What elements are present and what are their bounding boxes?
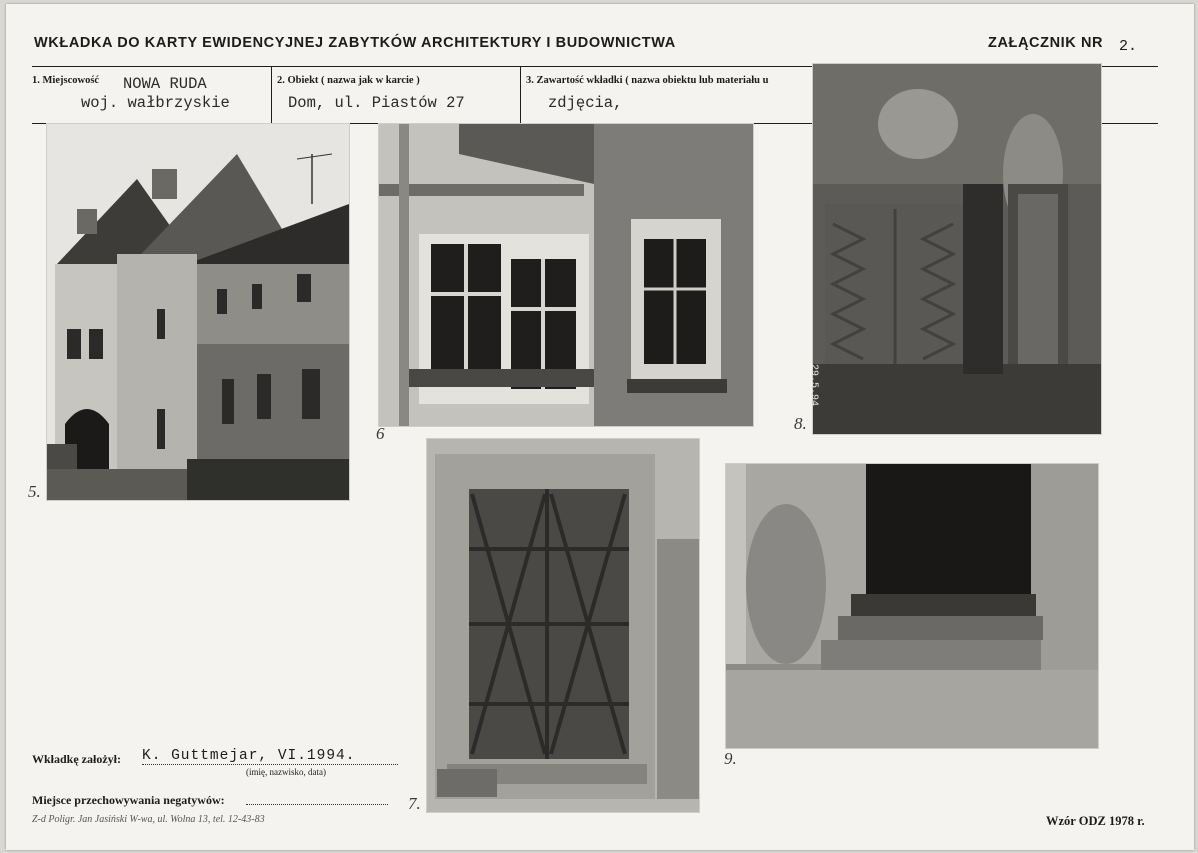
photo-interior-doors-image	[813, 64, 1101, 434]
photo-interior-doors	[808, 63, 1102, 435]
photo-street-view	[46, 123, 350, 501]
object-label	[277, 75, 420, 86]
photo-date-inscription: 29.5.94	[808, 364, 819, 407]
annex-label: ZAŁĄCZNIK NR	[988, 35, 1104, 51]
negatives-label: Miejsce przechowywania negatywów:	[32, 793, 225, 807]
photo-number-9: 9.	[724, 749, 737, 768]
content-label-main: 3. Zawartość wkładki	[526, 75, 623, 86]
photo-window-shutters-image	[427, 439, 699, 812]
photo-number-8: 8.	[794, 414, 807, 433]
photo-number-5: 5.	[28, 482, 41, 501]
printer-note: Z-d Poligr. Jan Jasiński W-wa, ul. Wolna 13, tel. 12-43-83	[32, 814, 265, 825]
template-label: Wzór ODZ 1978 r.	[1046, 814, 1145, 828]
photo-window-shutters	[426, 438, 700, 813]
field-divider-2	[520, 66, 521, 123]
object-value: Dom, ul. Piastów 27	[288, 94, 465, 112]
photo-number-6: 6	[376, 424, 385, 443]
founder-hint: (imię, nazwisko, data)	[246, 767, 326, 777]
card-title: WKŁADKA DO KARTY EWIDENCYJNEJ ZABYTKÓW ARCHITEKTURY I BUDOWNICTWA	[34, 35, 676, 51]
inventory-card-sheet	[6, 4, 1194, 850]
locality-label: 1. Miejscowość	[32, 75, 100, 86]
locality-value: NOWA RUDA	[123, 75, 207, 93]
voivodeship-value: woj. wałbrzyskie	[81, 94, 230, 112]
founder-value: K. Guttmejar, VI.1994.	[142, 748, 398, 765]
object-label-sub: ( nazwa jak w karcie )	[321, 75, 420, 86]
annex-number: 2.	[1119, 38, 1138, 55]
negatives-value-line	[246, 803, 388, 805]
photo-number-7: 7.	[408, 794, 421, 813]
field-divider-1	[271, 66, 272, 123]
photo-street-view-image	[47, 124, 349, 500]
content-value: zdjęcia,	[548, 94, 623, 112]
photo-entrance-steps-image	[726, 464, 1098, 748]
content-label-sub: ( nazwa obiektu lub materiału u	[625, 75, 769, 86]
photo-entrance-steps	[725, 463, 1099, 749]
founder-label: Wkładkę założył:	[32, 752, 121, 766]
photo-windows-image	[379, 124, 753, 426]
object-label-main: 2. Obiekt	[277, 75, 319, 86]
photo-windows	[378, 123, 754, 427]
content-label	[526, 75, 812, 86]
